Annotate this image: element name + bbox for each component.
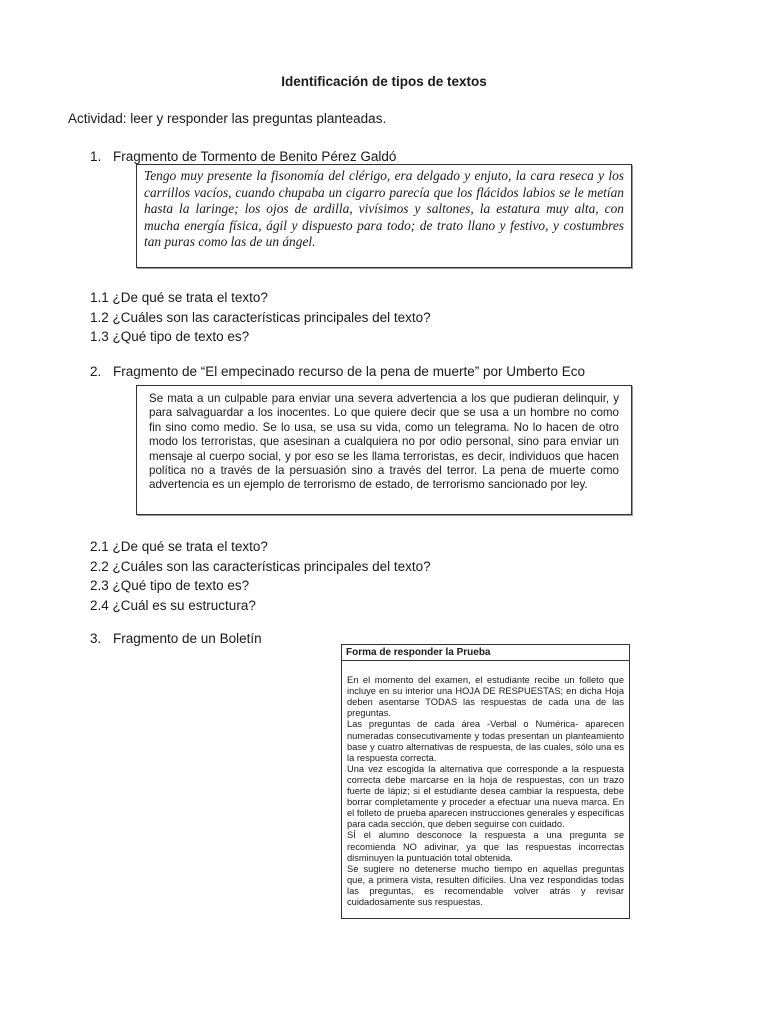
- section-number: 2.: [90, 364, 102, 379]
- passage-galdos: Tengo muy presente la fisonomía del clérigo, era delgado y enjuto, la cara reseca y los carrillos vacíos, cuando chupaba un cigarro parecía que los flácidos labios se le metían hasta la laringe; los ojos de ardilla, vivísimos y saltones, la estatura muy alta, con mucha energía física, ágil y dispuesto para todo; de trato llano y festivo, y costumbres tan puras como las de un ángel.: [136, 164, 632, 268]
- section-1-questions: [90, 288, 431, 347]
- question-2-1: 2.1 ¿De qué se trata el texto?: [90, 539, 268, 554]
- bulletin-paragraph: En el momento del examen, el estudiante recibe un folleto que incluye en su interior una HOJA DE RESPUESTAS; en dicha Hoja deben asentarse TODAS las respuestas de cada una de las preguntas.: [347, 675, 624, 719]
- section-number: 1.: [90, 149, 102, 164]
- bulletin-paragraph: Las preguntas de cada área -Verbal o Numérica- aparecen numeradas consecutivamente y todas presentan un planteamiento base y cuatro alternativas de respuesta, de las cuales, sólo una es la respuesta correcta.: [347, 719, 624, 763]
- section-3-heading: [90, 631, 262, 646]
- section-heading-text: Fragmento de Tormento de Benito Pérez Galdó: [113, 149, 397, 164]
- page-title: Identificación de tipos de textos: [281, 74, 487, 89]
- bulletin-body: [342, 661, 629, 908]
- question-2-3: 2.3 ¿Qué tipo de texto es?: [90, 578, 250, 593]
- bulletin-paragraph: Se sugiere no detenerse mucho tiempo en aquellas preguntas que, a primera vista, resulten difíciles. Una vez respondidas todas las preguntas, es recomendable volver atrás y revisar cuidadosamente sus respuestas.: [347, 863, 624, 907]
- bulletin-paragraph: SÍ el alumno desconoce la respuesta a una pregunta se recomienda NO adivinar, ya que las respuestas incorrectas disminuyen la puntuación total obtenida.: [347, 830, 624, 863]
- bulletin-paragraph: Una vez escogida la alternativa que corresponde a la respuesta correcta debe marcarse en la hoja de respuestas, con un trazo fuerte de lápiz; si el estudiante desea cambiar la respuesta, debe borrar completamente y proceder a efectuar una nueva marca. En el folleto de prueba aparecen instrucciones generales y específicas para cada sección, que deben seguirse con cuidado.: [347, 763, 625, 830]
- question-1-2: 1.2 ¿Cuáles son las características principales del texto?: [90, 309, 431, 325]
- section-number: 3.: [90, 631, 102, 646]
- section-heading-text: Fragmento de un Boletín: [113, 631, 262, 646]
- section-2-heading: [90, 364, 585, 379]
- question-1-1: 1.1 ¿De qué se trata el texto?: [90, 290, 268, 305]
- section-1-heading: [90, 149, 396, 164]
- question-2-4: 2.4 ¿Cuál es su estructura?: [90, 597, 256, 613]
- activity-instruction: Actividad: leer y responder las preguntas planteadas.: [68, 111, 387, 126]
- section-heading-text: Fragmento de “El empecinado recurso de la pena de muerte” por Umberto Eco: [113, 364, 585, 379]
- bulletin-box: [341, 644, 630, 919]
- passage-eco: Se mata a un culpable para enviar una severa advertencia a los que pudieran delinquir, y para salvaguardar a los inocentes. Lo que quiere decir que se usa a un hombre no como fin sino como medio. Se lo usa, se usa su vida, como un telegrama. No lo hacen de otro modo los terroristas, que asesinan a cualquiera no por odio personal, sino para enviar un mensaje al cuerpo social, y por eso se les llama terroristas, es decir, individuos que hacen política no a través de la persuasión sino a través del terror. La pena de muerte como advertencia es un ejemplo de terrorismo de estado, de terrorismo sancionado por ley.: [136, 385, 632, 515]
- question-2-2: 2.2 ¿Cuáles son las características principales del texto?: [90, 558, 431, 574]
- bulletin-title: Forma de responder la Prueba: [342, 645, 629, 661]
- section-2-questions: [90, 537, 431, 615]
- question-1-3: 1.3 ¿Qué tipo de texto es?: [90, 329, 250, 344]
